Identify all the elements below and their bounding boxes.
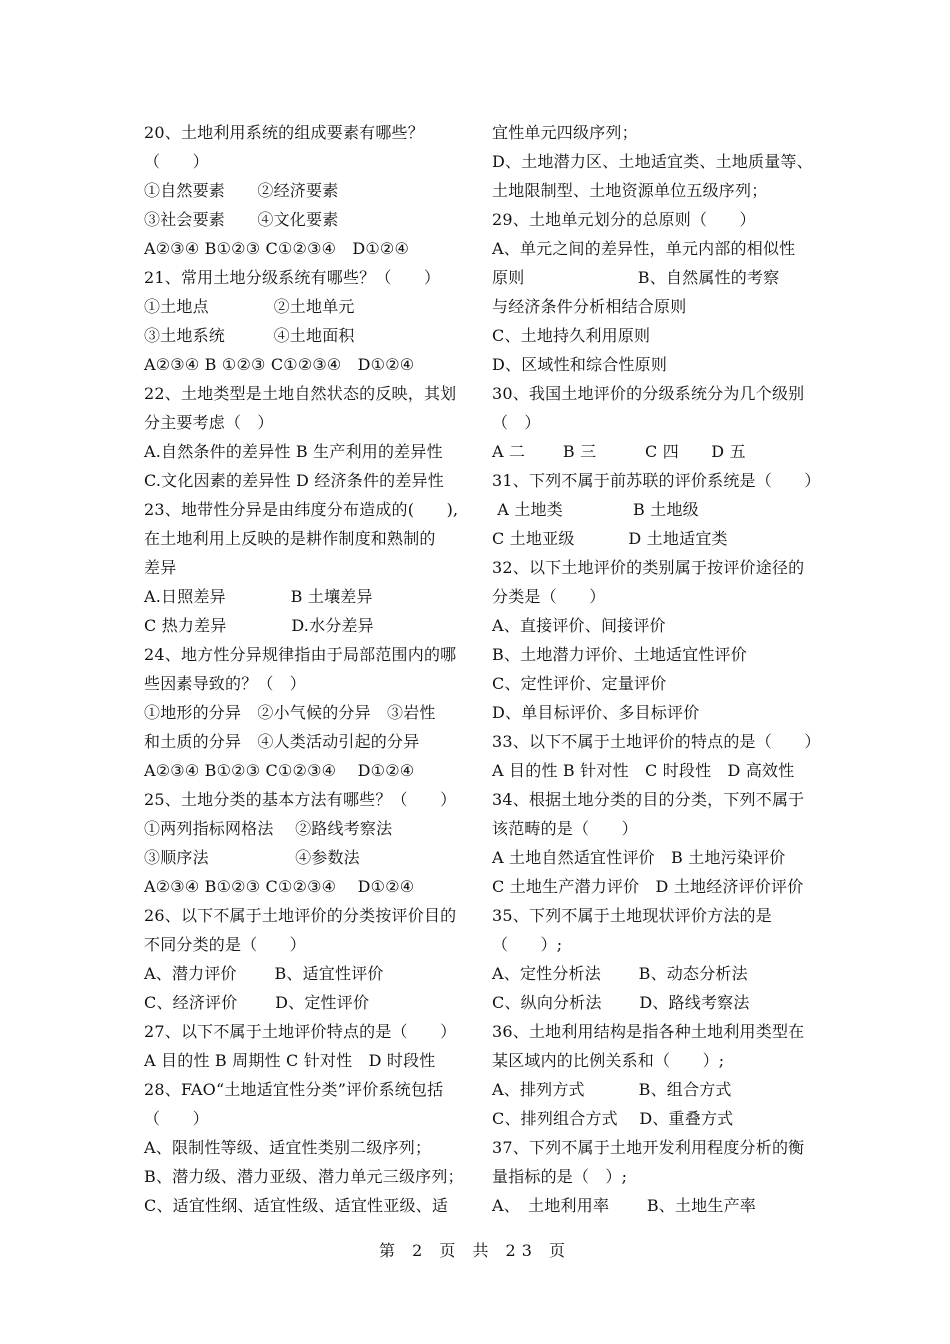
text-line: 35、下列不属于土地现状评价方法的是 [492,906,772,925]
text-line: 32、以下土地评价的类别属于按评价途径的 [492,558,805,577]
text-line: C、适宜性纲、适宜性级、适宜性亚级、适 [144,1196,449,1215]
text-line: C 热力差异 D.水分差异 [144,616,374,635]
text-line: 33、以下不属于土地评价的特点的是（ ） [492,732,821,751]
text-line: 该范畴的是（ ） [492,819,638,838]
text-line: C.文化因素的差异性 D 经济条件的差异性 [144,471,444,490]
text-line: 36、土地利用结构是指各种土地利用类型在 [492,1022,805,1041]
text-line: C、定性评价、定量评价 [492,674,667,693]
text-line: 在土地利用上反映的是耕作制度和熟制的 [144,529,436,548]
text-line: C 土地生产潜力评价 D 土地经济评价评价 [492,877,804,896]
text-line: ③顺序法 ④参数法 [144,848,360,867]
text-line: 21、常用土地分级系统有哪些？（ ） [144,268,441,287]
text-line: A②③④ B ①②③ C①②③④ D①②④ [144,355,415,374]
text-line: ③土地系统 ④土地面积 [144,326,355,345]
text-line: A②③④ B①②③ C①②③④ D①②④ [144,239,410,258]
text-line: A 目的性 B 周期性 C 针对性 D 时段性 [144,1051,436,1070]
text-line: 31、下列不属于前苏联的评价系统是（ ） [492,471,821,490]
text-line: C、经济评价 D、定性评价 [144,993,370,1012]
text-line: （ ） [144,152,209,171]
text-line: 27、以下不属于土地评价特点的是（ ） [144,1022,457,1041]
text-line: （ ） [144,1109,209,1128]
text-line: A、直接评价、间接评价 [492,616,666,635]
text-line: 30、我国土地评价的分级系统分为几个级别 [492,384,805,403]
text-line: C、纵向分析法 D、路线考察法 [492,993,750,1012]
text-line: （ ）; [492,935,563,954]
text-line: D、区域性和综合性原则 [492,355,668,374]
text-line: 不同分类的是（ ） [144,935,307,954]
text-line: C、土地持久利用原则 [492,326,651,345]
text-line: A 土地自然适宜性评价 B 土地污染评价 [492,848,786,867]
text-line: A②③④ B①②③ C①②③④ D①②④ [144,877,415,896]
text-line: C、排列组合方式 D、重叠方式 [492,1109,734,1128]
left-column [144,118,466,1220]
text-line: ③社会要素 ④文化要素 [144,210,339,229]
text-line: B、土地潜力评价、土地适宜性评价 [492,645,747,664]
text-line: 23、地带性分异是由纬度分布造成的( ), [144,500,459,519]
text-line: 与经济条件分析相结合原则 [492,297,687,316]
text-line: C 土地亚级 D 土地适宜类 [492,529,728,548]
text-line: A.日照差异 B 土壤差异 [144,587,373,606]
text-line: 25、土地分类的基本方法有哪些？（ ） [144,790,457,809]
text-line: 些因素导致的？（ ） [144,674,307,693]
text-line: ①地形的分异 ②小气候的分异 ③岩性 [144,703,436,722]
text-line: A 目的性 B 针对性 C 时段性 D 高效性 [492,761,795,780]
text-line: 24、地方性分异规律指由于局部范围内的哪 [144,645,457,664]
text-line: D、单目标评价、多目标评价 [492,703,700,722]
text-line: 量指标的是（ ）; [492,1167,628,1186]
text-line: A、定性分析法 B、动态分析法 [492,964,748,983]
text-line: 原则 B、自然属性的考察 [492,268,780,287]
text-line: A、 土地利用率 B、土地生产率 [492,1196,756,1215]
text-line: 26、以下不属于土地评价的分类按评价目的 [144,906,457,925]
text-line: A 土地类 B 土地级 [492,500,699,519]
text-line: A、潜力评价 B、适宜性评价 [144,964,384,983]
text-line: 29、土地单元划分的总原则（ ） [492,210,756,229]
text-line: 37、下列不属于土地开发利用程度分析的衡 [492,1138,805,1157]
text-line: （ ） [492,413,541,432]
text-line: A、限制性等级、适宜性类别二级序列； [144,1138,432,1157]
text-line: 20、土地利用系统的组成要素有哪些？ [144,123,424,142]
text-line: A 二 B 三 C 四 D 五 [492,442,746,461]
page-footer: 第 2 页 共 23 页 [379,1241,571,1260]
text-line: A②③④ B①②③ C①②③④ D①②④ [144,761,415,780]
text-line: 差异 [144,558,177,577]
text-line: D、土地潜力区、土地适宜类、土地质量等、 [492,152,813,171]
text-line: 分主要考虑（ ） [144,413,274,432]
text-line: 和土质的分异 ④人类活动引起的分异 [144,732,420,751]
text-line: ①自然要素 ②经济要素 [144,181,339,200]
text-line: A、单元之间的差异性，单元内部的相似性 [492,239,796,258]
text-line: 某区域内的比例关系和（ ）; [492,1051,725,1070]
text-line: 22、土地类型是土地自然状态的反映，其划 [144,384,457,403]
text-line: ①两列指标网格法 ②路线考察法 [144,819,393,838]
text-line: A.自然条件的差异性 B 生产利用的差异性 [144,442,443,461]
text-line: ①土地点 ②土地单元 [144,297,355,316]
text-line: B、潜力级、潜力亚级、潜力单元三级序列； [144,1167,464,1186]
right-column [492,118,821,1220]
text-line: A、排列方式 B、组合方式 [492,1080,732,1099]
text-line: 宜性单元四级序列； [492,123,638,142]
text-line: 分类是（ ） [492,587,606,606]
text-line: 34、根据土地分类的目的分类，下列不属于 [492,790,805,809]
text-line: 土地限制型、土地资源单位五级序列； [492,181,768,200]
text-line: 28、FAO“土地适宜性分类”评价系统包括 [144,1080,444,1099]
